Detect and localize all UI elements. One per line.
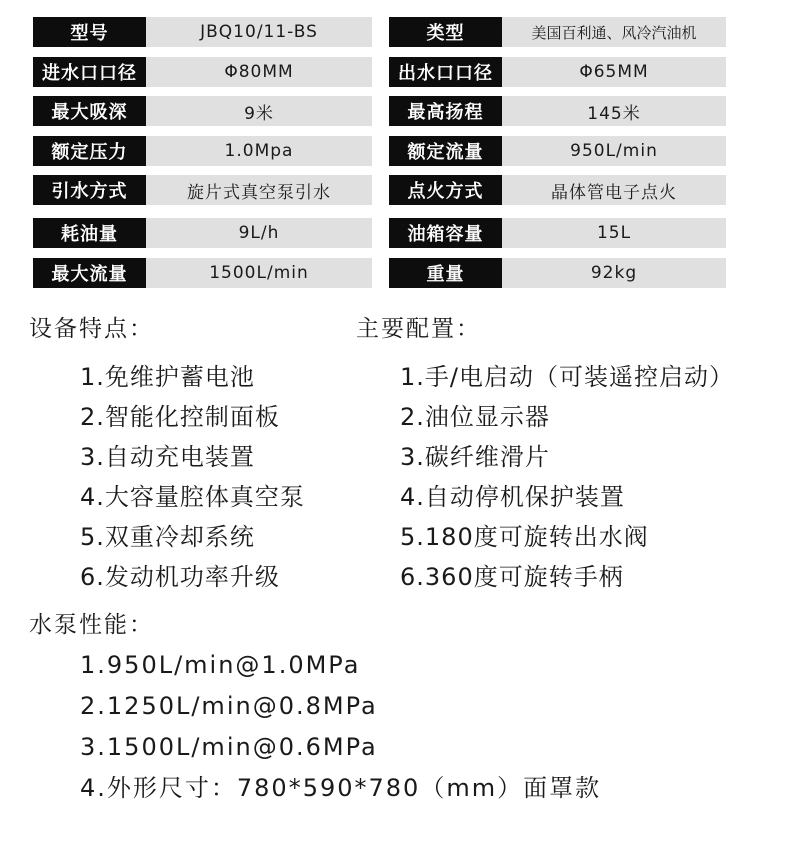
spec-value: 旋片式真空泵引水 [146,175,372,205]
features-list [80,357,305,597]
spec-row [0,96,790,126]
spec-value: JBQ10/11-BS [146,17,372,47]
config-list [400,357,734,597]
spec-label: 类型 [389,17,502,47]
performance-list [80,645,601,809]
list-item: 6.发动机功率升级 [80,563,280,591]
spec-label: 进水口口径 [33,57,146,87]
spec-label: 额定压力 [33,136,146,166]
spec-value: 1.0Mpa [146,136,372,166]
spec-value: 92kg [502,258,726,288]
list-item: 1.手/电启动（可装遥控启动） [400,363,734,391]
spec-value: 9L/h [146,218,372,248]
spec-row [0,218,790,248]
performance-heading: 水泵性能： [29,612,154,638]
spec-row [0,175,790,205]
spec-value: 9米 [146,96,372,126]
spec-value: Φ65MM [502,57,726,87]
spec-label: 出水口口径 [389,57,502,87]
spec-label: 最高扬程 [389,96,502,126]
spec-value: 15L [502,218,726,248]
spec-label: 点火方式 [389,175,502,205]
spec-label: 最大吸深 [33,96,146,126]
spec-value: 950L/min [502,136,726,166]
spec-row [0,136,790,166]
spec-value: 晶体管电子点火 [502,175,726,205]
spec-row [0,258,790,288]
spec-row [0,57,790,87]
list-item: 4.大容量腔体真空泵 [80,483,305,511]
list-item: 2.油位显示器 [400,403,550,431]
list-item: 2.智能化控制面板 [80,403,280,431]
spec-label: 最大流量 [33,258,146,288]
features-heading: 设备特点： [29,316,154,342]
spec-row [0,17,790,47]
spec-value: 145米 [502,96,726,126]
list-item: 6.360度可旋转手柄 [400,563,624,591]
list-item: 1.950L/min@1.0MPa [80,651,361,679]
list-item: 5.双重冷却系统 [80,523,255,551]
list-item: 3.碳纤维滑片 [400,443,550,471]
list-item: 2.1250L/min@0.8MPa [80,692,378,720]
spec-label: 额定流量 [389,136,502,166]
list-item: 5.180度可旋转出水阀 [400,523,649,551]
spec-label: 型号 [33,17,146,47]
spec-label: 耗油量 [33,218,146,248]
list-item: 4.自动停机保护装置 [400,483,625,511]
spec-value: 美国百利通、风冷汽油机 [502,17,726,47]
list-item: 3.自动充电装置 [80,443,255,471]
list-item: 3.1500L/min@0.6MPa [80,733,378,761]
list-item: 4.外形尺寸：780*590*780（mm）面罩款 [80,774,602,802]
spec-label: 油箱容量 [389,218,502,248]
list-item: 1.免维护蓄电池 [80,363,255,391]
spec-value: 1500L/min [146,258,372,288]
config-heading: 主要配置： [356,316,481,342]
spec-table [0,0,790,300]
spec-label: 引水方式 [33,175,146,205]
spec-label: 重量 [389,258,502,288]
spec-value: Φ80MM [146,57,372,87]
